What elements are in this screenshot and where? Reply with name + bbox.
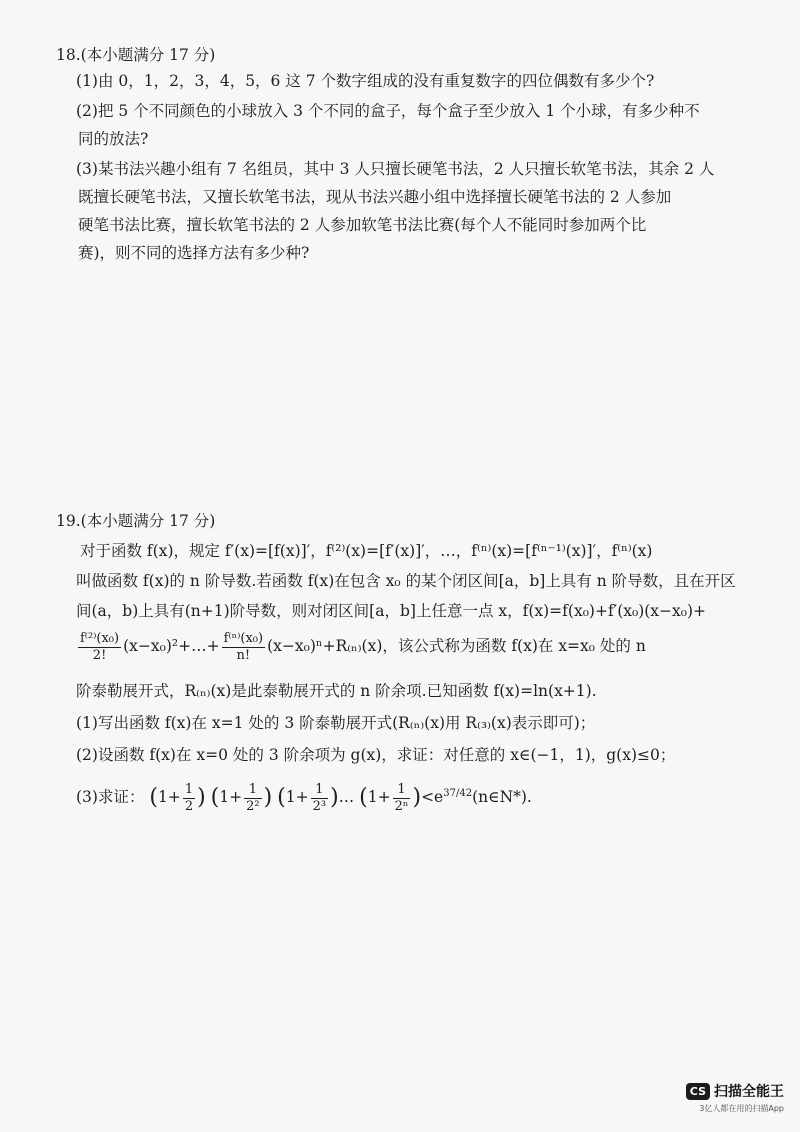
frac-half [183, 782, 195, 815]
q18-part1: (1)由 0，1，2，3，4，5，6 这 7 个数字组成的没有重复数字的四位偶数有多少个? [76, 72, 655, 90]
cs-badge-icon: CS [686, 1083, 710, 1100]
frac-denominator: 2² [246, 798, 260, 814]
frac-denominator: 2! [92, 647, 107, 663]
q18-part3-line3: 硬笔书法比赛，擅长软笔书法的 2 人参加软笔书法比赛(每个人不能同时参加两个比 [78, 216, 647, 234]
paren-open: ( [277, 785, 286, 811]
frac-numerator: 1 [184, 781, 194, 797]
frac-numerator: 1 [393, 782, 411, 799]
frac-quarter [244, 782, 261, 815]
q18-part2-line2: 同的放法? [78, 130, 149, 148]
q19-part2: (2)设函数 f(x)在 x=0 处的 3 阶余项为 g(x)，求证：对任意的 x∈(−1，1)，g(x)≤0； [76, 746, 676, 764]
q18-header: 18.(本小题满分 17 分) [56, 46, 216, 64]
part3-label: (3)求证： [76, 788, 145, 807]
logo-tagline: 3亿人都在用的扫描App [699, 1104, 784, 1113]
frac-denominator: 2ⁿ [394, 798, 409, 814]
exponent: 37/42 [443, 788, 473, 799]
q19-part3 [76, 774, 532, 818]
q18-part3-line4: 赛)，则不同的选择方法有多少种? [78, 244, 310, 262]
rhs-exp: <e [421, 788, 444, 807]
paren-close: ) [412, 785, 422, 811]
q18-part2-line1: (2)把 5 个不同颜色的小球放入 3 个不同的盒子，每个盒子至少放入 1 个小球，有多少种不 [76, 102, 700, 120]
q19-def-line5: 阶泰勒展开式，R₍ₙ₎(x)是此泰勒展开式的 n 阶余项.已知函数 f(x)=ln(x+1). [76, 682, 597, 700]
paren-close: ) [263, 785, 273, 811]
frac-denominator: 2³ [312, 798, 327, 814]
term-one: 1+ [219, 788, 243, 807]
paren-close: ) [330, 785, 339, 811]
frac-nth [393, 782, 411, 815]
frac-numerator: f⁽ⁿ⁾(x₀) [223, 630, 264, 646]
q19-def-line2: 叫做函数 f(x)的 n 阶导数.若函数 f(x)在包含 x₀ 的某个闭区间[a，b]上具有 n 阶导数，且在开区 [76, 572, 736, 590]
term-one: 1+ [367, 788, 391, 807]
taylor-frac-nth [222, 631, 266, 664]
frac-numerator: f⁽²⁾(x₀) [80, 630, 120, 646]
frac-denominator: 2 [184, 798, 194, 814]
q19-def-line4 [76, 628, 646, 664]
logo-name: 扫描全能王 [714, 1084, 784, 1100]
frac-eighth [311, 782, 328, 815]
paren-open: ( [210, 785, 220, 811]
paren-close: ) [197, 785, 206, 811]
q19-header: 19.(本小题满分 17 分) [56, 512, 216, 530]
scanner-logo [686, 1081, 784, 1114]
q19-def-line1: 对于函数 f(x)，规定 f′(x)=[f(x)]′，f⁽²⁾(x)=[f′(x)]′，…，f⁽ⁿ⁾(x)=[f⁽ⁿ⁻¹⁾(x)]′，f⁽ⁿ⁾(x) [80, 542, 653, 560]
taylor-middle: (x−x₀)²+…+ [123, 637, 220, 655]
frac-numerator: 1 [311, 782, 328, 799]
paren-open: ( [149, 785, 158, 811]
taylor-frac-2nd [78, 631, 121, 664]
term-one: 1+ [285, 788, 309, 807]
q18-part3-line1: (3)某书法兴趣小组有 7 名组员，其中 3 人只擅长硬笔书法，2 人只擅长软笔书法，其余 2 人 [76, 160, 715, 178]
frac-numerator: 1 [244, 782, 261, 799]
q18-part3-line2: 既擅长硬笔书法，又擅长软笔书法，现从书法兴趣小组中选择擅长硬笔书法的 2 人参加 [78, 188, 672, 206]
frac-denominator: n! [236, 647, 251, 663]
ellipsis: … [338, 788, 355, 807]
q19-part1: (1)写出函数 f(x)在 x=1 处的 3 阶泰勒展开式(R₍ₙ₎(x)用 R₍₃₎(x)表示即可)； [76, 714, 596, 732]
taylor-tail: (x−x₀)ⁿ+R₍ₙ₎(x)，该公式称为函数 f(x)在 x=x₀ 处的 n [267, 637, 646, 655]
q19-def-line3: 间(a，b)上具有(n+1)阶导数，则对闭区间[a，b]上任意一点 x，f(x)=f(x₀)+f′(x₀)(x−x₀)+ [76, 602, 707, 620]
paren-open: ( [359, 785, 368, 811]
term-one: 1+ [158, 788, 181, 807]
condition: (n∈N*). [472, 788, 532, 807]
